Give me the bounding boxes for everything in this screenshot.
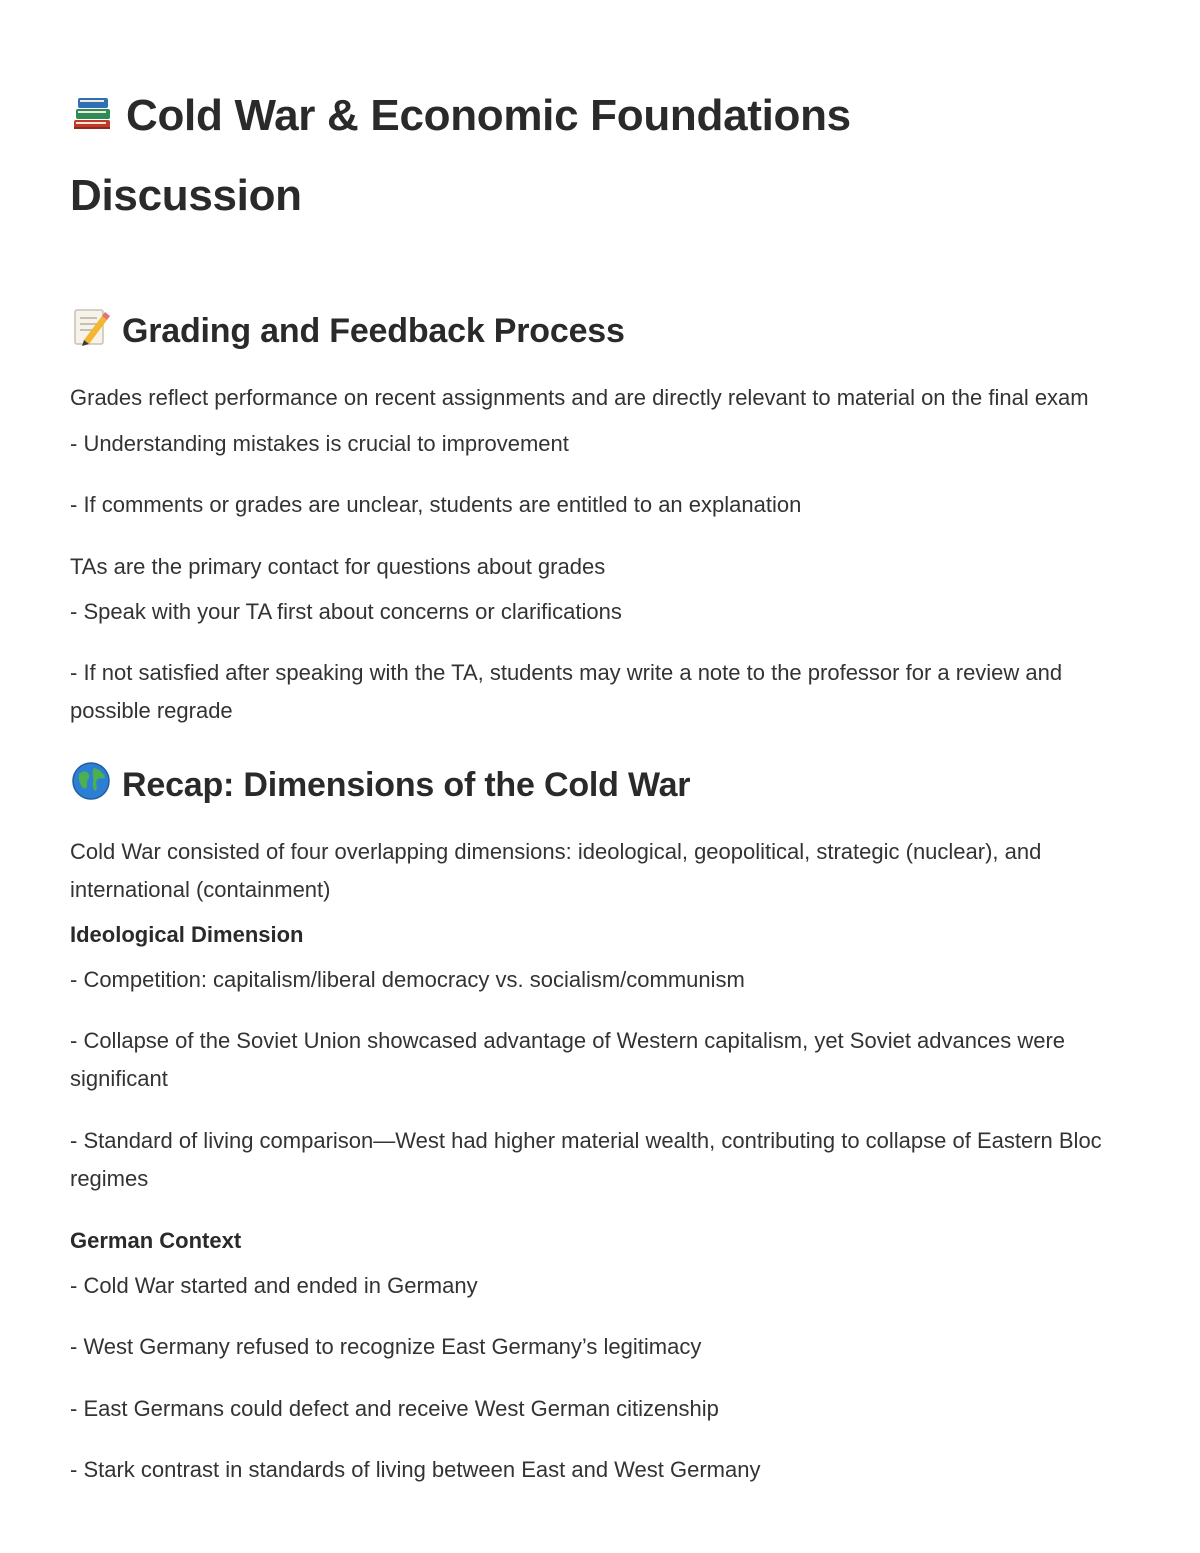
title-line-2: Discussion (70, 171, 302, 220)
bullet-item: - Competition: capitalism/liberal democracy vs. socialism/communism (70, 967, 745, 992)
bullet-item: - Understanding mistakes is crucial to improvement (70, 431, 569, 456)
bullet-item: - Cold War started and ended in Germany (70, 1273, 478, 1298)
memo-icon (70, 306, 112, 359)
section-heading-grading (70, 306, 1130, 359)
bullet-item: - Collapse of the Soviet Union showcased advantage of Western capitalism, yet Soviet advances were significant (70, 1028, 1066, 1091)
bullet-item: - Speak with your TA first about concerns or clarifications (70, 599, 622, 624)
bullet-item: - If comments or grades are unclear, students are entitled to an explanation (70, 492, 802, 517)
section-heading-text: Recap: Dimensions of the Cold War (122, 766, 691, 804)
subheading-ideological: Ideological Dimension (70, 922, 304, 947)
bullet-item: - Standard of living comparison—West had higher material wealth, contributing to collapse of Eastern Bloc regimes (70, 1128, 1102, 1191)
bullet-item: - East Germans could defect and receive West German citizenship (70, 1396, 719, 1421)
books-icon (70, 82, 114, 158)
section-heading-cold-war (70, 760, 1130, 813)
globe-icon (70, 760, 112, 813)
bullet-item: - If not satisfied after speaking with the TA, students may write a note to the professor for a review and possible regrade (70, 660, 1063, 723)
paragraph: TAs are the primary contact for questions about grades (70, 554, 606, 579)
document-title (70, 78, 1130, 234)
section-heading-text: Grading and Feedback Process (122, 312, 625, 350)
bullet-item: - West Germany refused to recognize East Germany’s legitimacy (70, 1334, 702, 1359)
bullet-item: - Stark contrast in standards of living between East and West Germany (70, 1457, 761, 1482)
title-line-1: Cold War & Economic Foundations (126, 91, 851, 140)
paragraph: Grades reflect performance on recent assignments and are directly relevant to material on the final exam (70, 385, 1089, 410)
paragraph: Cold War consisted of four overlapping dimensions: ideological, geopolitical, strategic (nuclear), and international (containment) (70, 839, 1042, 902)
subheading-german-context: German Context (70, 1228, 242, 1253)
